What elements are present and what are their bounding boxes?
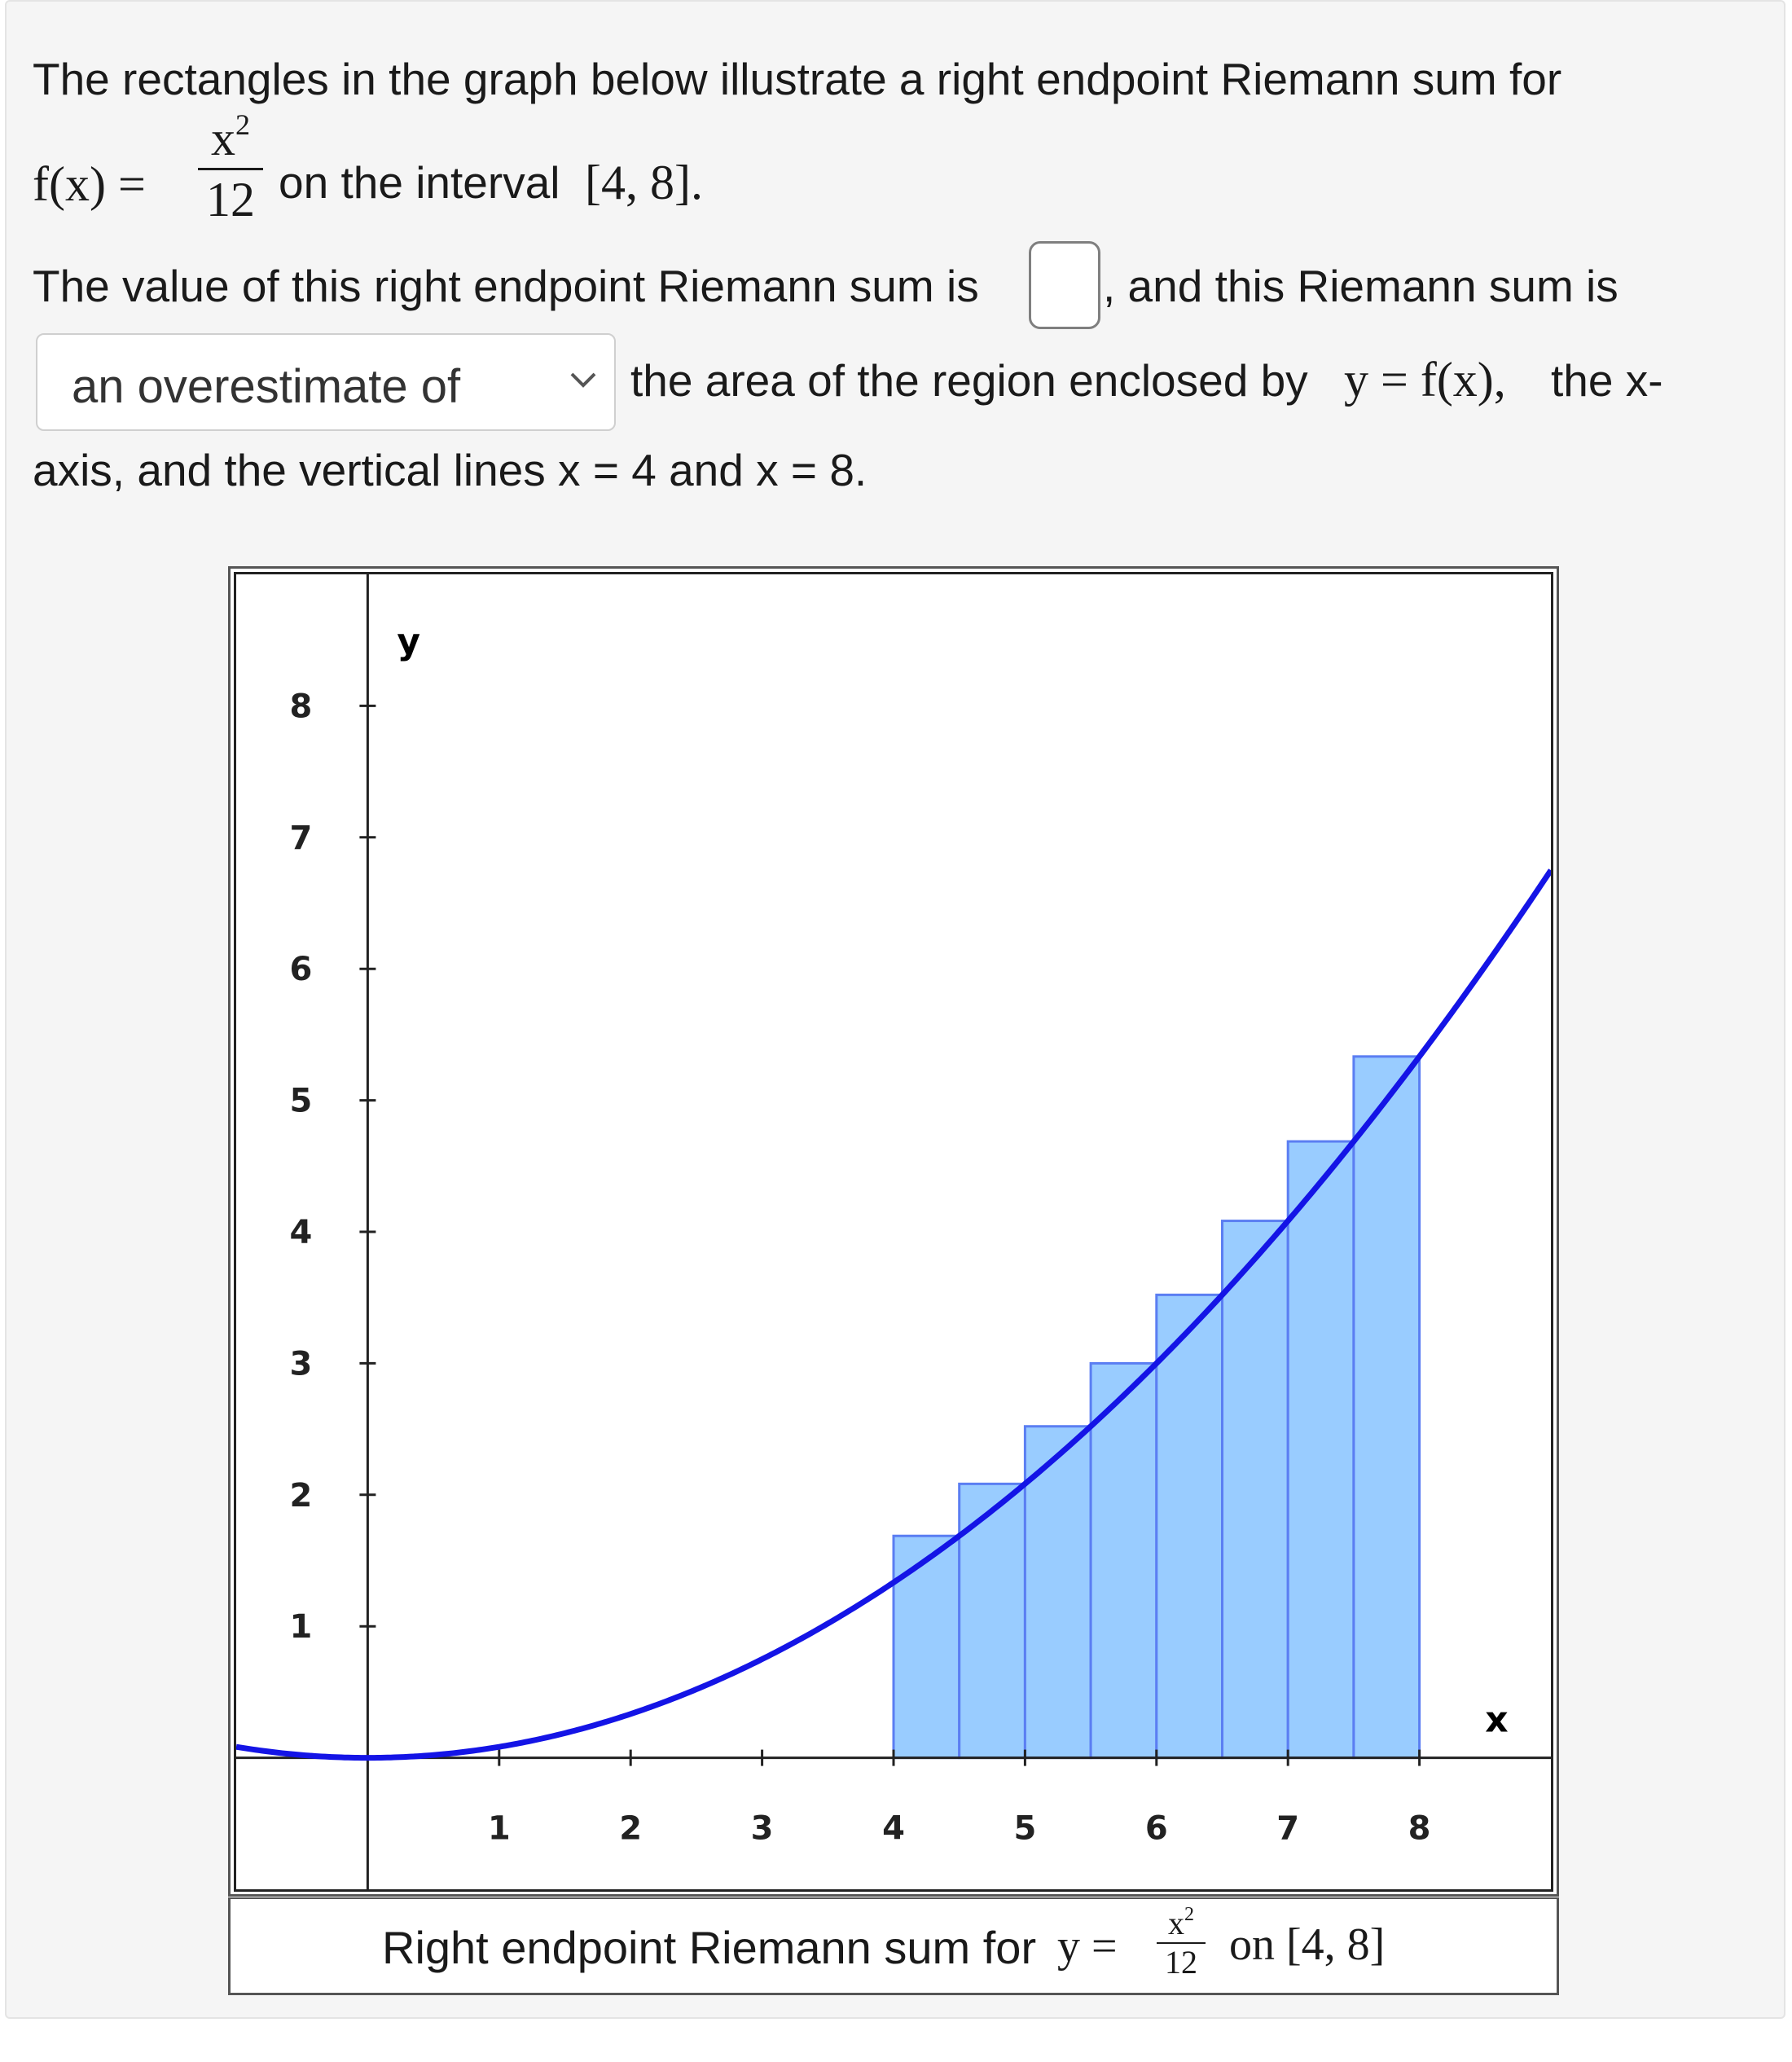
y-tick-label-8: 8 <box>289 688 313 726</box>
caption-prefix: Right endpoint Riemann sum for <box>382 1922 1037 1973</box>
y-tick-label-5: 5 <box>289 1082 313 1120</box>
riemann-rect-5 <box>1157 1295 1223 1757</box>
y-tick-label-6: 6 <box>289 951 313 989</box>
riemann-rect-6 <box>1223 1221 1289 1758</box>
y-tick-label-4: 4 <box>289 1214 313 1251</box>
x-tick-label-3: 3 <box>750 1809 774 1848</box>
equation-y-fx: y = f(x), <box>1344 353 1506 407</box>
question-text-line-4a: the area of the region enclosed by <box>630 355 1308 406</box>
question-text-line-3b: , and this Riemann sum is <box>1103 261 1619 311</box>
x-tick-label-4: 4 <box>882 1809 905 1848</box>
graph-plot-area <box>234 572 1553 1892</box>
x-tick-label-8: 8 <box>1408 1809 1431 1848</box>
question-text-line-5: axis, and the vertical lines x = 4 and x = 8. <box>33 445 867 495</box>
function-fraction: $x^2$ 12 <box>198 114 263 224</box>
riemann-rect-4 <box>1091 1363 1157 1757</box>
x-axis-label: x <box>1485 1699 1509 1741</box>
x-tick-label-2: 2 <box>619 1809 643 1848</box>
x-tick-label-5: 5 <box>1013 1809 1037 1848</box>
y-axis-label: y <box>397 620 421 662</box>
caption-suffix: on [4, 8] <box>1229 1919 1386 1970</box>
caption-equation: y = <box>1057 1921 1118 1972</box>
riemann-sum-chart <box>236 574 1551 1889</box>
x-tick-label-6: 6 <box>1144 1809 1168 1848</box>
question-text-line-3a: The value of this right endpoint Riemann sum is <box>33 261 979 311</box>
y-tick-label-2: 2 <box>289 1476 313 1515</box>
estimate-select-value: an overestimate of <box>72 360 461 413</box>
interval-value: [4, 8]. <box>585 156 703 209</box>
question-text-line-4b: the x- <box>1551 355 1663 406</box>
graph-caption <box>228 1897 1559 1995</box>
riemann-rect-7 <box>1288 1141 1354 1758</box>
x-tick-label-7: 7 <box>1276 1809 1300 1848</box>
y-tick-label-3: 3 <box>289 1345 313 1383</box>
y-tick-label-1: 1 <box>289 1608 313 1647</box>
riemann-rect-8 <box>1354 1057 1420 1758</box>
answer-input[interactable] <box>1029 241 1100 329</box>
x-tick-label-1: 1 <box>487 1809 511 1848</box>
chevron-down-icon <box>567 367 600 392</box>
function-lhs: f(x) = <box>33 157 146 211</box>
interval-text: on the interval <box>279 157 560 208</box>
riemann-rect-1 <box>894 1536 960 1757</box>
question-text-line-1: The rectangles in the graph below illustrate a right endpoint Riemann sum for <box>33 54 1562 104</box>
caption-fraction: $x^2$ 12 <box>1157 1907 1206 1979</box>
y-tick-label-7: 7 <box>289 819 313 857</box>
estimate-select[interactable] <box>36 333 616 431</box>
